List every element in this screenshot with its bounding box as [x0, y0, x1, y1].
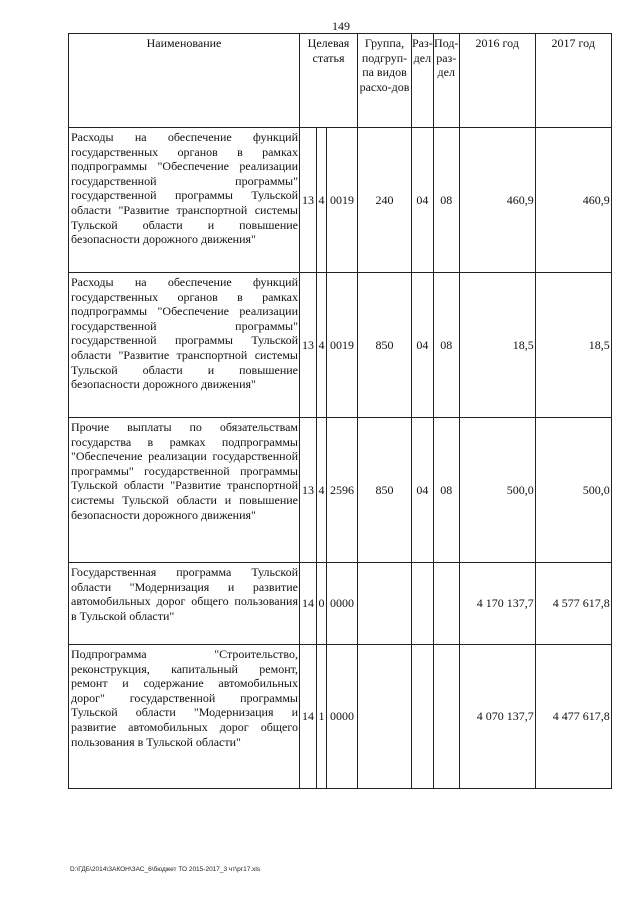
target-article-program: 14 — [300, 645, 317, 789]
amount-2017: 4 577 617,8 — [535, 563, 611, 645]
subsection: 08 — [433, 128, 459, 273]
subsection — [433, 645, 459, 789]
target-article-program: 13 — [300, 128, 317, 273]
table-row — [69, 128, 612, 273]
target-article-program: 14 — [300, 563, 317, 645]
row-name: Расходы на обеспечение функций государственных органов в рамках подпрограммы "Обеспечение реализации государственной программы" государственной программы Тульской области "Развитие транспортной системы Тульской области и повышение безопасности дорожного движения" — [69, 128, 300, 273]
target-article-subprogram: 0 — [317, 563, 327, 645]
target-article-program: 13 — [300, 418, 317, 563]
target-article-direction: 0019 — [327, 273, 358, 418]
expense-group: 850 — [358, 273, 412, 418]
amount-2016: 4 170 137,7 — [459, 563, 535, 645]
row-name: Расходы на обеспечение функций государственных органов в рамках подпрограммы "Обеспечение реализации государственной программы" государственной программы Тульской области "Развитие транспортной системы Тульской области и повышение безопасности дорожного движения" — [69, 273, 300, 418]
file-path-footer: D:\ГДБ\2014\ЗАКОН\ЗАС_6\бюджет ТО 2015-2017_3 чт\рг17.xls — [70, 866, 261, 873]
header-expense-group: Группа, подгруп-па видов расхо-дов — [358, 34, 412, 128]
section: 04 — [412, 273, 434, 418]
table-row — [69, 563, 612, 645]
row-name: Государственная программа Тульской области "Модернизация и развитие автомобильных дорог общего пользования в Тульской области" — [69, 563, 300, 645]
section — [412, 645, 434, 789]
row-name: Подпрограмма "Строительство, реконструкция, капитальный ремонт, ремонт и содержание автомобильных дорог" государственной программы Тульской области "Модернизация и развитие автомобильных дорог общего пользования в Тульской области" — [69, 645, 300, 789]
section: 04 — [412, 128, 434, 273]
target-article-program: 13 — [300, 273, 317, 418]
subsection: 08 — [433, 418, 459, 563]
page-number: 149 — [332, 19, 350, 33]
header-subsection: Под-раз-дел — [433, 34, 459, 128]
amount-2017: 4 477 617,8 — [535, 645, 611, 789]
table-row — [69, 645, 612, 789]
target-article-subprogram: 4 — [317, 418, 327, 563]
amount-2016: 460,9 — [459, 128, 535, 273]
header-section: Раз-дел — [412, 34, 434, 128]
amount-2016: 500,0 — [459, 418, 535, 563]
target-article-subprogram: 1 — [317, 645, 327, 789]
header-name: Наименование — [69, 34, 300, 128]
target-article-subprogram: 4 — [317, 128, 327, 273]
table-header-row — [69, 34, 612, 128]
subsection: 08 — [433, 273, 459, 418]
expense-group: 850 — [358, 418, 412, 563]
amount-2016: 4 070 137,7 — [459, 645, 535, 789]
amount-2017: 18,5 — [535, 273, 611, 418]
subsection — [433, 563, 459, 645]
target-article-direction: 0019 — [327, 128, 358, 273]
header-year-2016: 2016 год — [459, 34, 535, 128]
table-row — [69, 273, 612, 418]
target-article-subprogram: 4 — [317, 273, 327, 418]
amount-2017: 460,9 — [535, 128, 611, 273]
budget-table — [68, 33, 612, 789]
header-year-2017: 2017 год — [535, 34, 611, 128]
header-target-article: Целевая статья — [300, 34, 358, 128]
amount-2016: 18,5 — [459, 273, 535, 418]
expense-group — [358, 563, 412, 645]
expense-group: 240 — [358, 128, 412, 273]
target-article-direction: 0000 — [327, 563, 358, 645]
expense-group — [358, 645, 412, 789]
amount-2017: 500,0 — [535, 418, 611, 563]
table-row — [69, 418, 612, 563]
section: 04 — [412, 418, 434, 563]
target-article-direction: 2596 — [327, 418, 358, 563]
target-article-direction: 0000 — [327, 645, 358, 789]
section — [412, 563, 434, 645]
row-name: Прочие выплаты по обязательствам государства в рамках подпрограммы "Обеспечение реализации государственной программы" государственной программы Тульской области "Развитие транспортной системы Тульской области и повышение безопасности дорожного движения" — [69, 418, 300, 563]
